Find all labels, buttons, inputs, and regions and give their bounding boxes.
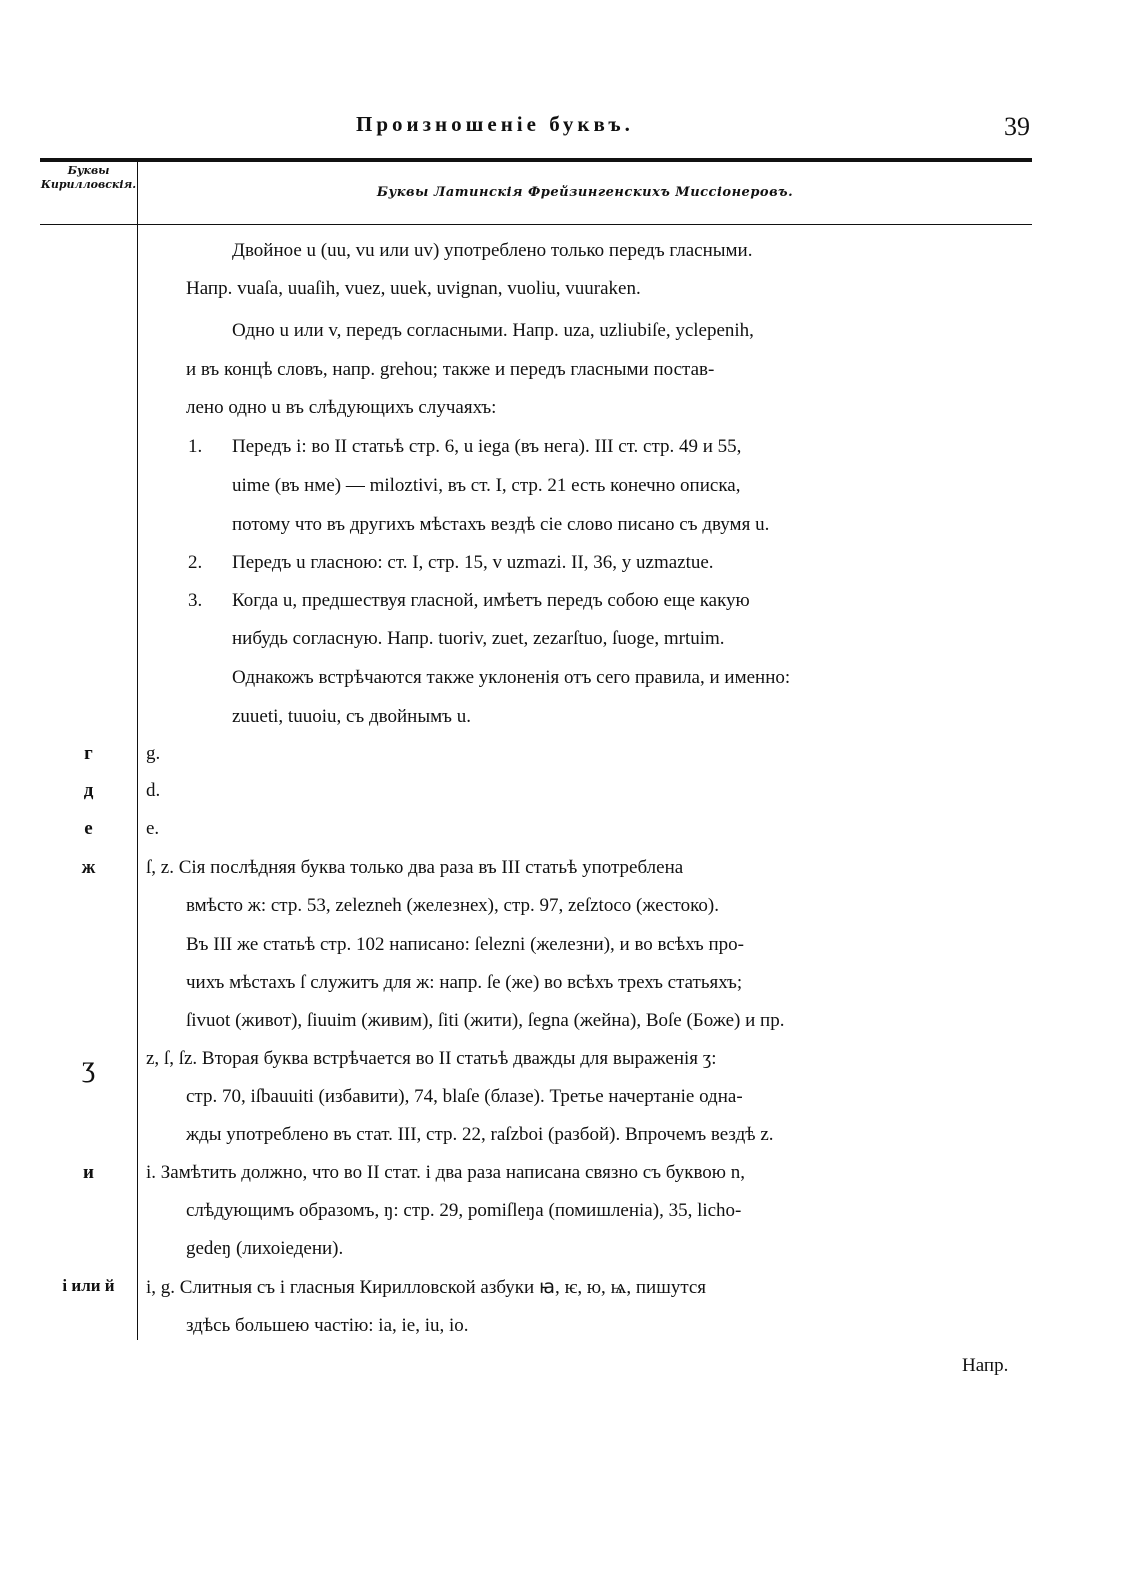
case-line: Однакожъ встрѣчаются также уклоненія отъ сего правила, и именно: xyxy=(232,667,791,688)
latin-equivalent: e. xyxy=(146,818,160,839)
latin-equivalent-line: вмѣсто ж: стр. 53, zelezneh (железнех), стр. 97, zeſztoco (жестоко). xyxy=(186,895,719,916)
latin-equivalent: i, g. Слитныя съ і гласныя Кирилловской азбуки ꙗ, ѥ, ю, ѩ, пишутся xyxy=(146,1277,707,1298)
cyrillic-letter: ӡ xyxy=(81,1050,96,1083)
case-number: 3. xyxy=(188,590,203,611)
cyrillic-letter: е xyxy=(84,818,93,839)
latin-equivalent: z, ſ, ſz. Вторая буква встрѣчается во II статьѣ дважды для выраженія ӡ: xyxy=(146,1048,717,1069)
case-line: Передъ і: во II статьѣ стр. 6, u iega (въ нега). III ст. стр. 49 и 55, xyxy=(232,436,742,457)
latin-equivalent: g. xyxy=(146,743,161,764)
case-line: uime (въ нме) — miloztivi, въ ст. I, стр. 21 есть конечно описка, xyxy=(232,475,741,496)
case-line: потому что въ другихъ мѣстахъ вездѣ сіе слово писано съ двумя u. xyxy=(232,514,770,535)
latin-equivalent-line: слѣдующимъ образомъ, ŋ: стр. 29, pomiſleŋa (помишленіа), 35, licho- xyxy=(186,1200,742,1221)
case-number: 2. xyxy=(188,552,203,573)
case-number: 1. xyxy=(188,436,203,457)
left-column-header-line: Буквы xyxy=(67,164,110,177)
case-line: нибудь согласную. Напр. tuoriv, zuet, zezarſtuo, ſuoge, mrtuim. xyxy=(232,628,725,649)
table-header-rule xyxy=(40,224,1032,225)
latin-equivalent-line: жды употреблено въ стат. III, стр. 22, raſzboi (разбой). Впрочемъ вездѣ z. xyxy=(186,1124,774,1145)
cyrillic-letter: ж xyxy=(81,857,96,878)
intro-line: Двойное u (uu, vu или uv) употреблено только передъ гласными. xyxy=(232,240,753,261)
latin-equivalent: i. Замѣтить должно, что во II стат. i два раза написана связно съ буквою n, xyxy=(146,1162,745,1183)
intro-line: и въ концѣ словъ, напр. grehou; также и передъ гласными постав- xyxy=(186,359,715,380)
latin-equivalent: d. xyxy=(146,780,161,801)
catchword: Напр. xyxy=(962,1355,1009,1376)
running-title: Произношеніе буквъ. xyxy=(356,112,634,136)
column-divider xyxy=(137,160,138,1340)
cyrillic-letter: і или й xyxy=(62,1276,115,1295)
case-line: zuueti, tuuoiu, съ двойнымъ u. xyxy=(232,706,471,727)
latin-equivalent-line: ſivuot (живот), ſiuuim (живим), ſiti (жити), ſegna (жейна), Boſe (Боже) и пр. xyxy=(186,1010,785,1031)
cyrillic-letter: д xyxy=(83,780,94,801)
intro-line: лено одно u въ слѣдующихъ случаяхъ: xyxy=(186,397,497,418)
header-rule xyxy=(40,158,1032,162)
left-column-header xyxy=(40,164,137,192)
left-column-header-line: Кирилловскія. xyxy=(40,178,137,191)
latin-equivalent-line: gedeŋ (лихоіедени). xyxy=(186,1238,344,1259)
cyrillic-letter: и xyxy=(83,1162,94,1183)
latin-equivalent-line: чихъ мѣстахъ ſ служитъ для ж: напр. ſe (же) во всѣхъ трехъ статьяхъ; xyxy=(186,972,743,993)
cyrillic-letter: г xyxy=(84,743,93,764)
case-line: Когда u, предшествуя гласной, имѣетъ передъ собою еще какую xyxy=(232,590,750,611)
latin-equivalent: ſ, z. Сія послѣдняя буква только два раза въ III статьѣ употреблена xyxy=(146,857,684,878)
latin-equivalent-line: стр. 70, iſbauuiti (избавити), 74, blaſe (блазе). Третье начертаніе одна- xyxy=(186,1086,743,1107)
case-line: Передъ u гласною: ст. I, стр. 15, v uzmazi. II, 36, y uzmaztue. xyxy=(232,552,714,573)
intro-line: Напр. vuaſa, uuaſih, vuez, uuek, uvignan, vuoliu, vuuraken. xyxy=(186,278,641,299)
intro-line: Одно u или v, передъ согласными. Напр. uza, uzliubiſe, ycleрenih, xyxy=(232,320,754,341)
latin-equivalent-line: здѣсь большею частію: ia, ie, iu, io. xyxy=(186,1315,469,1336)
latin-equivalent-line: Въ III же статьѣ стр. 102 написано: ſelezni (железни), и во всѣхъ про- xyxy=(186,934,744,955)
right-column-header: Буквы Латинскія Фрейзингенскихъ Миссіонеровъ. xyxy=(376,185,794,200)
page-number: 39 xyxy=(1004,112,1030,141)
